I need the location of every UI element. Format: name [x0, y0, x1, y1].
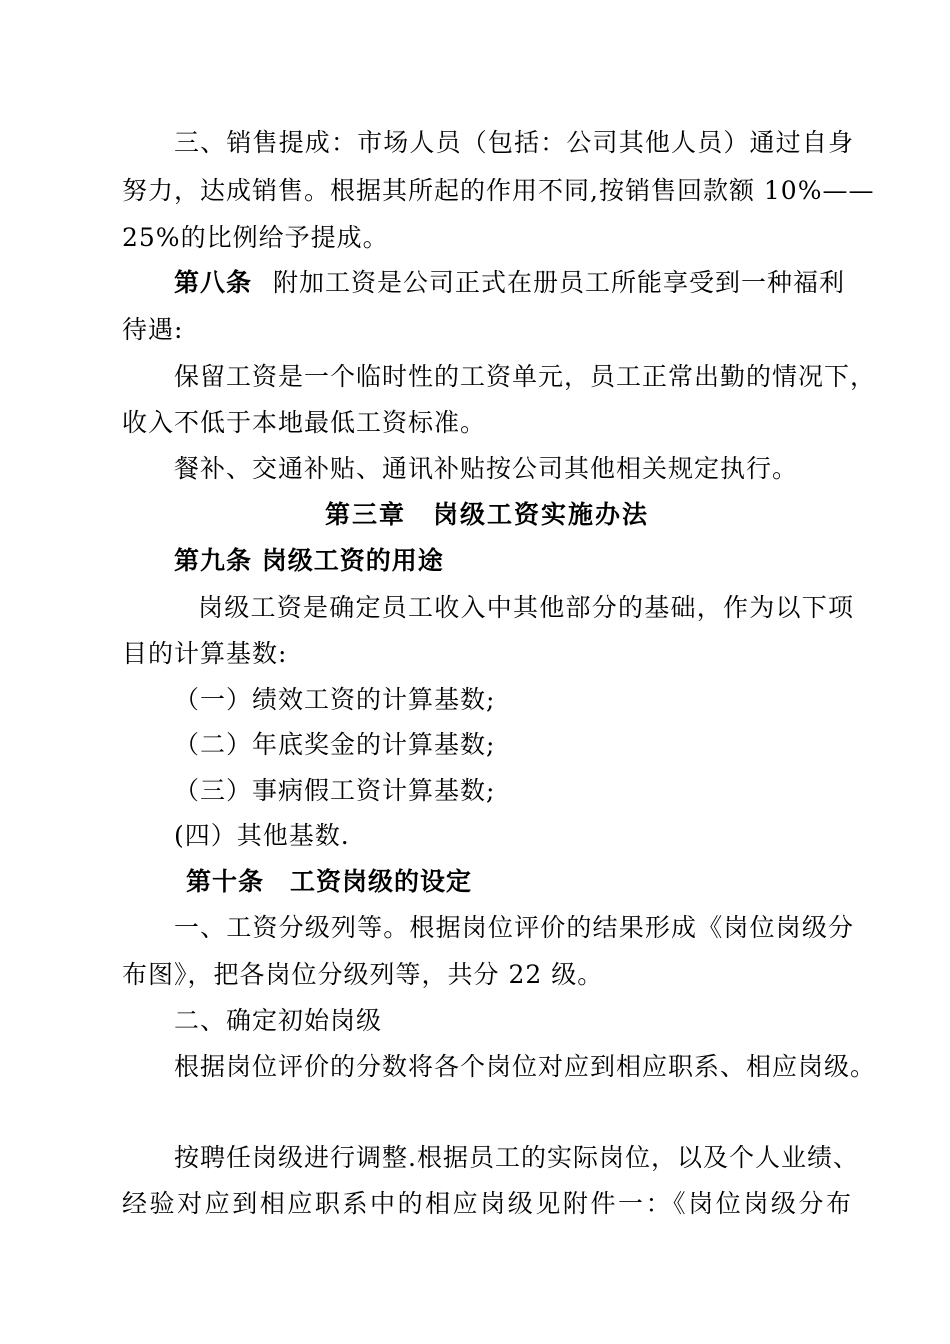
- paragraph-sales-commission-line3: 25%的比例给予提成。: [122, 223, 389, 252]
- paragraph-sales-commission-line2: 努力，达成销售。根据其所起的作用不同,按销售回款额 10%——: [122, 176, 875, 205]
- initial-grade-text: 根据岗位评价的分数将各个岗位对应到相应职系、相应岗级。: [174, 1052, 877, 1081]
- list-item-2: （二）年底奖金的计算基数;: [174, 730, 496, 759]
- article-8-text: 附加工资是公司正式在册员工所能享受到一种福利: [272, 268, 845, 297]
- article-8-heading: 第八条: [174, 268, 253, 297]
- article-9-heading: 第九条 岗级工资的用途: [174, 546, 444, 575]
- list-item-3: （三）事病假工资计算基数;: [174, 776, 496, 805]
- retained-wage-line2: 收入不低于本地最低工资标准。: [122, 408, 487, 437]
- list-item-4: (四）其他基数.: [174, 821, 350, 850]
- adjustment-line1: 按聘任岗级进行调整.根据员工的实际岗位，以及个人业绩、: [174, 1143, 859, 1172]
- initial-grade-heading: 二、确定初始岗级: [174, 1006, 383, 1035]
- article-9-text-line2: 目的计算基数:: [122, 639, 288, 668]
- article-10-heading: 第十条 工资岗级的设定: [186, 867, 473, 896]
- article-8-line2: 待遇:: [122, 315, 184, 344]
- list-item-1: （一）绩效工资的计算基数;: [174, 685, 496, 714]
- article-8-line1: [174, 266, 854, 300]
- article-9-text-line1: 岗级工资是确定员工收入中其他部分的基础，作为以下项: [198, 593, 854, 622]
- paragraph-sales-commission-line1: 三、销售提成：市场人员（包括：公司其他人员）通过自身: [174, 128, 854, 157]
- chapter-3-heading: 第三章 岗级工资实施办法: [324, 500, 649, 529]
- retained-wage-line1: 保留工资是一个临时性的工资单元，员工正常出勤的情况下，: [174, 362, 877, 391]
- adjustment-line2: 经验对应到相应职系中的相应岗级见附件一：《岗位岗级分布: [122, 1189, 852, 1218]
- meal-allowance-line: 餐补、交通补贴、通讯补贴按公司其他相关规定执行。: [174, 454, 799, 483]
- grade-setting-line2: 布图》，把各岗位分级列等，共分 22 级。: [122, 960, 604, 989]
- grade-setting-line1: 一、工资分级列等。根据岗位评价的结果形成《岗位岗级分: [174, 913, 854, 942]
